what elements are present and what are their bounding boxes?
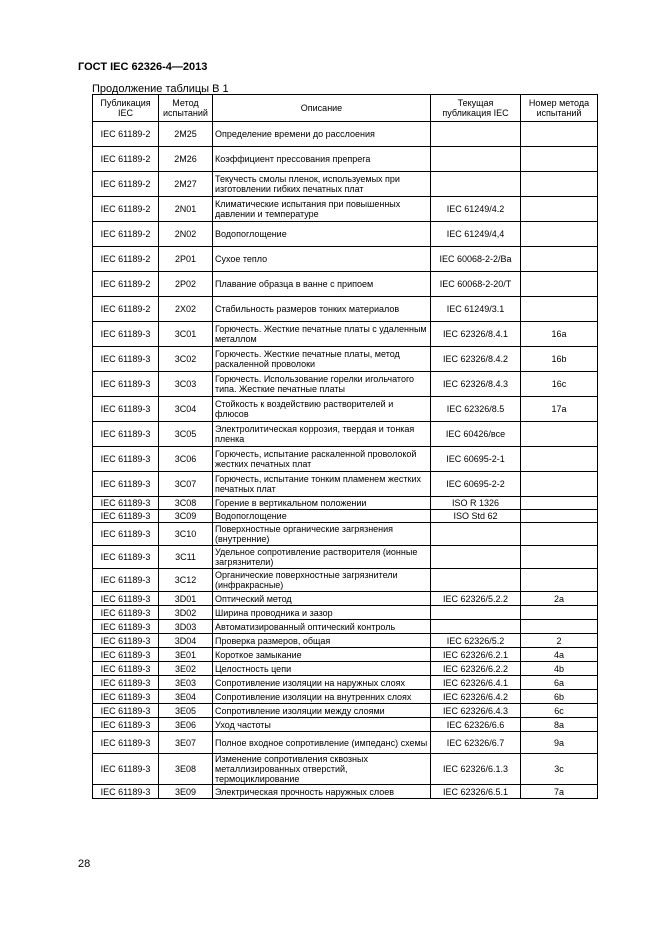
method-number-cell: [521, 510, 598, 523]
publication-cell: IEC 61189-3: [93, 606, 159, 620]
current-publication-cell: IEC 60068-2-20/T: [431, 272, 521, 297]
method-number-cell: [521, 172, 598, 197]
table-row: [93, 510, 598, 523]
description-cell: Определение времени до расслоения: [213, 122, 431, 147]
current-publication-cell: IEC 62326/8.4.1: [431, 322, 521, 347]
publication-cell: IEC 61189-2: [93, 172, 159, 197]
method-number-cell: [521, 147, 598, 172]
publication-cell: IEC 61189-2: [93, 197, 159, 222]
table-row: [93, 732, 598, 754]
table-row: [93, 662, 598, 676]
method-number-cell: [521, 222, 598, 247]
description-cell: Поверхностные органические загрязнения (внутренние): [213, 523, 431, 546]
table-row: [93, 523, 598, 546]
table-row: [93, 718, 598, 732]
publication-cell: IEC 61189-3: [93, 510, 159, 523]
publication-cell: IEC 61189-3: [93, 497, 159, 510]
publication-cell: IEC 61189-2: [93, 297, 159, 322]
description-cell: Стойкость к воздействию растворителей и флюсов: [213, 397, 431, 422]
current-publication-cell: ISO Std 62: [431, 510, 521, 523]
table-row: [93, 620, 598, 634]
method-number-cell: [521, 472, 598, 497]
table-row: [93, 397, 598, 422]
description-cell: Изменение сопротивления сквозных металлизированных отверстий, термоциклирование: [213, 754, 431, 785]
publication-cell: IEC 61189-3: [93, 422, 159, 447]
table-row: [93, 497, 598, 510]
description-cell: Сопротивление изоляции на наружных слоях: [213, 676, 431, 690]
table-row: [93, 247, 598, 272]
method-cell: 3C03: [159, 372, 213, 397]
description-cell: Уход частоты: [213, 718, 431, 732]
method-cell: 3D02: [159, 606, 213, 620]
method-number-cell: 4b: [521, 662, 598, 676]
table-row: [93, 297, 598, 322]
current-publication-cell: IEC 60695-2-2: [431, 472, 521, 497]
column-header: Публикация IEC: [93, 95, 159, 122]
method-cell: 3E08: [159, 754, 213, 785]
table-body: [93, 122, 598, 799]
description-cell: Климатические испытания при повышенных давлении и температуре: [213, 197, 431, 222]
current-publication-cell: [431, 523, 521, 546]
publication-cell: IEC 61189-3: [93, 546, 159, 569]
current-publication-cell: IEC 62326/6.5.1: [431, 785, 521, 799]
publication-cell: IEC 61189-3: [93, 397, 159, 422]
description-cell: Текучесть смолы пленок, используемых при изготовлении гибких печатных плат: [213, 172, 431, 197]
current-publication-cell: IEC 62326/8.4.2: [431, 347, 521, 372]
method-number-cell: 7a: [521, 785, 598, 799]
method-cell: 2P01: [159, 247, 213, 272]
current-publication-cell: IEC 60426/все: [431, 422, 521, 447]
current-publication-cell: IEC 62326/6.4.2: [431, 690, 521, 704]
table-row: [93, 569, 598, 592]
table-row: [93, 422, 598, 447]
table-continuation-label: Продолжение таблицы В 1: [92, 83, 229, 95]
table-row: [93, 704, 598, 718]
method-cell: 3C12: [159, 569, 213, 592]
table-row: [93, 322, 598, 347]
current-publication-cell: IEC 60695-2-1: [431, 447, 521, 472]
publication-cell: IEC 61189-3: [93, 322, 159, 347]
method-number-cell: [521, 546, 598, 569]
method-number-cell: 9a: [521, 732, 598, 754]
method-cell: 3E09: [159, 785, 213, 799]
current-publication-cell: IEC 60068-2-2/Ва: [431, 247, 521, 272]
method-number-cell: [521, 197, 598, 222]
current-publication-cell: [431, 606, 521, 620]
description-cell: Электрическая прочность наружных слоев: [213, 785, 431, 799]
method-cell: 2M25: [159, 122, 213, 147]
current-publication-cell: IEC 62326/5.2.2: [431, 592, 521, 606]
page-number: 28: [78, 858, 91, 870]
publication-cell: IEC 61189-3: [93, 447, 159, 472]
method-cell: 3D03: [159, 620, 213, 634]
publication-cell: IEC 61189-3: [93, 620, 159, 634]
method-number-cell: 6c: [521, 704, 598, 718]
publication-cell: IEC 61189-3: [93, 690, 159, 704]
method-cell: 3C02: [159, 347, 213, 372]
table-row: [93, 606, 598, 620]
current-publication-cell: IEC 62326/8.5: [431, 397, 521, 422]
table-row: [93, 197, 598, 222]
current-publication-cell: [431, 546, 521, 569]
publication-cell: IEC 61189-3: [93, 718, 159, 732]
column-header: Номер метода испытаний: [521, 95, 598, 122]
description-cell: Водопоглощение: [213, 510, 431, 523]
current-publication-cell: IEC 62326/6.4.3: [431, 704, 521, 718]
description-cell: Проверка размеров, общая: [213, 634, 431, 648]
publication-cell: IEC 61189-3: [93, 662, 159, 676]
table-row: [93, 372, 598, 397]
method-number-cell: [521, 247, 598, 272]
publication-cell: IEC 61189-3: [93, 472, 159, 497]
table-row: [93, 472, 598, 497]
current-publication-cell: ISO R 1326: [431, 497, 521, 510]
method-number-cell: [521, 620, 598, 634]
publication-cell: IEC 61189-3: [93, 732, 159, 754]
publication-cell: IEC 61189-3: [93, 704, 159, 718]
description-cell: Горючесть. Жесткие печатные платы с удаленным металлом: [213, 322, 431, 347]
table-row: [93, 272, 598, 297]
method-number-cell: [521, 272, 598, 297]
current-publication-cell: IEC 61249/4.2: [431, 197, 521, 222]
current-publication-cell: IEC 61249/3.1: [431, 297, 521, 322]
description-cell: Целостность цепи: [213, 662, 431, 676]
current-publication-cell: IEC 62326/6.7: [431, 732, 521, 754]
method-number-cell: 2a: [521, 592, 598, 606]
document-header: ГОСТ IEC 62326-4—2013: [78, 61, 208, 73]
method-cell: 3E03: [159, 676, 213, 690]
current-publication-cell: [431, 569, 521, 592]
description-cell: Горение в вертикальном положении: [213, 497, 431, 510]
table-row: [93, 447, 598, 472]
method-number-cell: 3c: [521, 754, 598, 785]
method-cell: 2N02: [159, 222, 213, 247]
method-cell: 3C11: [159, 546, 213, 569]
method-number-cell: 17a: [521, 397, 598, 422]
method-cell: 3E06: [159, 718, 213, 732]
method-cell: 3E01: [159, 648, 213, 662]
current-publication-cell: [431, 620, 521, 634]
method-number-cell: 16c: [521, 372, 598, 397]
method-cell: 3C08: [159, 497, 213, 510]
description-cell: Полное входное сопротивление (импеданс) схемы: [213, 732, 431, 754]
description-cell: Сопротивление изоляции на внутренних слоях: [213, 690, 431, 704]
column-header: Метод испытаний: [159, 95, 213, 122]
description-cell: Короткое замыкание: [213, 648, 431, 662]
table-row: [93, 222, 598, 247]
publication-cell: IEC 61189-3: [93, 785, 159, 799]
publication-cell: IEC 61189-2: [93, 247, 159, 272]
method-number-cell: 8a: [521, 718, 598, 732]
publication-cell: IEC 61189-2: [93, 147, 159, 172]
current-publication-cell: IEC 62326/5.2: [431, 634, 521, 648]
table-header-row: [93, 95, 598, 122]
method-cell: 3D01: [159, 592, 213, 606]
table-row: [93, 592, 598, 606]
table-row: [93, 147, 598, 172]
method-cell: 3C05: [159, 422, 213, 447]
table-row: [93, 546, 598, 569]
description-cell: Органические поверхностные загрязнители (инфракрасные): [213, 569, 431, 592]
current-publication-cell: IEC 62326/6.6: [431, 718, 521, 732]
description-cell: Удельное сопротивление растворителя (ионные загрязнители): [213, 546, 431, 569]
current-publication-cell: IEC 62326/8.4.3: [431, 372, 521, 397]
method-number-cell: [521, 422, 598, 447]
current-publication-cell: [431, 122, 521, 147]
description-cell: Коэффициент прессования препрега: [213, 147, 431, 172]
publication-cell: IEC 61189-3: [93, 648, 159, 662]
publication-cell: IEC 61189-2: [93, 222, 159, 247]
method-cell: 3C10: [159, 523, 213, 546]
description-cell: Стабильность размеров тонких материалов: [213, 297, 431, 322]
method-number-cell: 16a: [521, 322, 598, 347]
description-cell: Сухое тепло: [213, 247, 431, 272]
description-cell: Горючесть. Использование горелки игольчатого типа. Жесткие печатные платы: [213, 372, 431, 397]
description-cell: Плавание образца в ванне с припоем: [213, 272, 431, 297]
publication-cell: IEC 61189-3: [93, 676, 159, 690]
method-cell: 3C09: [159, 510, 213, 523]
method-cell: 2P02: [159, 272, 213, 297]
table-row: [93, 676, 598, 690]
method-number-cell: 2: [521, 634, 598, 648]
method-cell: 3C07: [159, 472, 213, 497]
method-cell: 3E04: [159, 690, 213, 704]
method-number-cell: [521, 606, 598, 620]
method-number-cell: [521, 447, 598, 472]
publication-cell: IEC 61189-3: [93, 372, 159, 397]
publication-cell: IEC 61189-3: [93, 523, 159, 546]
column-header: Текущая публикация IEC: [431, 95, 521, 122]
current-publication-cell: [431, 172, 521, 197]
publication-cell: IEC 61189-3: [93, 754, 159, 785]
table-row: [93, 172, 598, 197]
publication-cell: IEC 61189-3: [93, 569, 159, 592]
table-row: [93, 785, 598, 799]
test-methods-table: [92, 94, 598, 799]
method-cell: 3D04: [159, 634, 213, 648]
description-cell: Ширина проводника и зазор: [213, 606, 431, 620]
table-row: [93, 754, 598, 785]
column-header: Описание: [213, 95, 431, 122]
current-publication-cell: IEC 62326/6.4.1: [431, 676, 521, 690]
method-number-cell: [521, 122, 598, 147]
method-cell: 2M27: [159, 172, 213, 197]
table-row: [93, 648, 598, 662]
current-publication-cell: IEC 61249/4,4: [431, 222, 521, 247]
current-publication-cell: IEC 62326/6.2.1: [431, 648, 521, 662]
method-cell: 3C04: [159, 397, 213, 422]
publication-cell: IEC 61189-3: [93, 634, 159, 648]
description-cell: Горючесть, испытание раскаленной проволокой жестких печатных плат: [213, 447, 431, 472]
method-number-cell: 16b: [521, 347, 598, 372]
description-cell: Электролитическая коррозия, твердая и тонкая пленка: [213, 422, 431, 447]
method-cell: 3E07: [159, 732, 213, 754]
table-row: [93, 122, 598, 147]
current-publication-cell: IEC 62326/6.2.2: [431, 662, 521, 676]
description-cell: Оптический метод: [213, 592, 431, 606]
method-number-cell: [521, 297, 598, 322]
method-number-cell: 4a: [521, 648, 598, 662]
table-row: [93, 690, 598, 704]
method-number-cell: 6b: [521, 690, 598, 704]
method-cell: 2X02: [159, 297, 213, 322]
description-cell: Горючесть, испытание тонким пламенем жестких печатных плат: [213, 472, 431, 497]
method-cell: 3C06: [159, 447, 213, 472]
method-cell: 2N01: [159, 197, 213, 222]
description-cell: Автоматизированный оптический контроль: [213, 620, 431, 634]
publication-cell: IEC 61189-2: [93, 272, 159, 297]
method-number-cell: [521, 497, 598, 510]
method-number-cell: [521, 523, 598, 546]
table-row: [93, 347, 598, 372]
description-cell: Сопротивление изоляции между слоями: [213, 704, 431, 718]
method-cell: 3E02: [159, 662, 213, 676]
method-cell: 3E05: [159, 704, 213, 718]
table-row: [93, 634, 598, 648]
method-number-cell: 6a: [521, 676, 598, 690]
current-publication-cell: IEC 62326/6.1.3: [431, 754, 521, 785]
description-cell: Горючесть. Жесткие печатные платы, метод раскаленной проволоки: [213, 347, 431, 372]
description-cell: Водопоглощение: [213, 222, 431, 247]
current-publication-cell: [431, 147, 521, 172]
publication-cell: IEC 61189-3: [93, 347, 159, 372]
method-cell: 2M26: [159, 147, 213, 172]
method-cell: 3C01: [159, 322, 213, 347]
publication-cell: IEC 61189-3: [93, 592, 159, 606]
publication-cell: IEC 61189-2: [93, 122, 159, 147]
method-number-cell: [521, 569, 598, 592]
